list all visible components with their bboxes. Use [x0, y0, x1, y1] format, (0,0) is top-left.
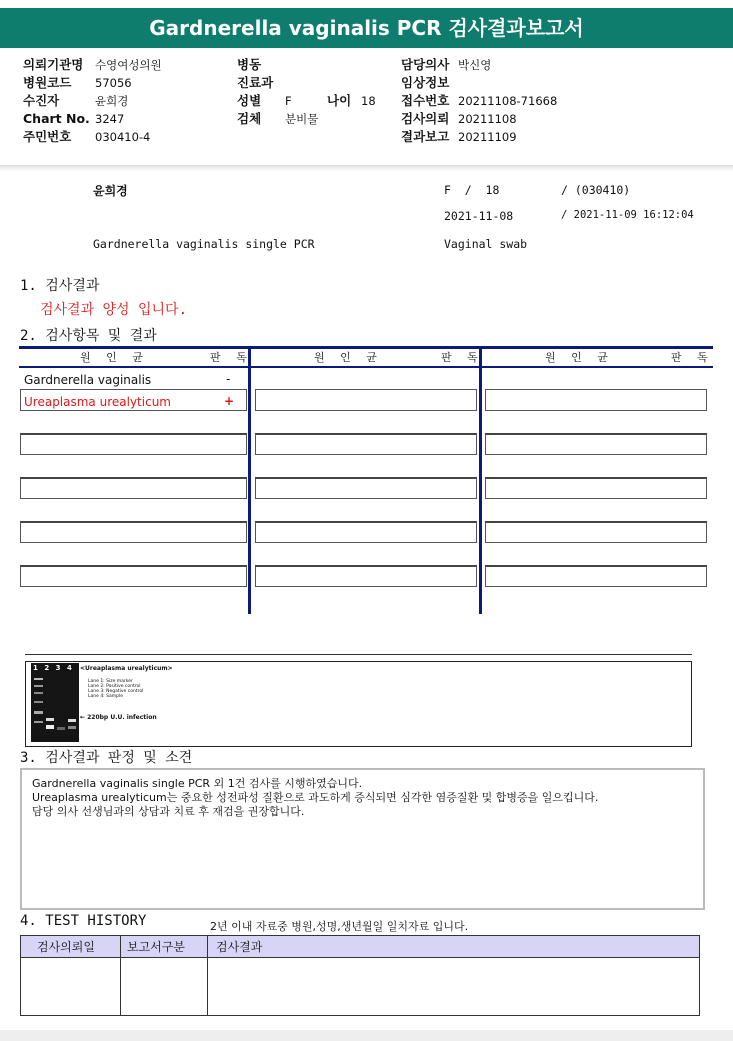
header-row [23, 56, 233, 74]
report-title: Gardnerella vaginalis PCR 검사결과보고서 [0, 8, 733, 48]
result-cell [255, 389, 477, 411]
age-value: 18 [361, 94, 376, 108]
header-value: 20211108-71668 [458, 94, 558, 108]
gel-legend-item: Lane 1: Size marker [88, 679, 133, 684]
header-row [23, 74, 233, 92]
results-grid-header-border [19, 366, 713, 368]
summary-report-datetime: / 2021-11-09 16:12:04 [561, 209, 694, 221]
age-label: 나이 [327, 93, 352, 108]
result-positive-text: 검사결과 양성 입니다. [40, 302, 188, 318]
result-cell [485, 477, 707, 499]
gel-lane-number: 3 [55, 664, 61, 672]
col-header-organism: 원 인 균 [80, 351, 149, 364]
header-row [401, 74, 701, 92]
header-row [23, 92, 233, 110]
col-header-organism: 원 인 균 [545, 351, 614, 364]
history-note: 2년 이내 자료중 병원,성명,생년월일 일치자료 입니다. [210, 920, 469, 933]
header-label: 병동 [237, 57, 262, 72]
header-row [23, 110, 233, 128]
header-value: 수영여성의원 [95, 58, 162, 72]
result-cell [20, 565, 247, 587]
section2-title: 2. 검사항목 및 결과 [20, 328, 157, 344]
header-label: 진료과 [237, 75, 274, 90]
results-grid-divider [479, 346, 482, 614]
gel-top-line [25, 654, 692, 655]
header-row [23, 128, 233, 146]
result-cell [485, 521, 707, 543]
header-label: 수진자 [23, 93, 60, 108]
header-value: 20211108 [458, 112, 517, 126]
col-header-judgement: 판 독 [671, 351, 714, 364]
header-value: F [285, 94, 292, 108]
gel-legend-item: Lane 2: Positive control [88, 684, 141, 689]
header-label: 담당의사 [401, 57, 450, 72]
organism-name-positive: Ureaplasma urealyticum [24, 395, 171, 409]
header-row [401, 92, 701, 110]
result-cell [20, 477, 247, 499]
header-value: 20211109 [458, 130, 517, 144]
col-header-judgement: 판 독 [441, 351, 484, 364]
gel-bands-graphic [31, 663, 79, 742]
organism-name: Gardnerella vaginalis [24, 373, 152, 387]
header-label: 검사의뢰 [401, 111, 450, 126]
history-col-result: 검사결과 [216, 940, 263, 954]
opinion-line: Gardnerella vaginalis single PCR 외 1건 검사를 시행하였습니다. [32, 777, 363, 790]
result-cell [485, 389, 707, 411]
col-header-organism: 원 인 균 [314, 351, 383, 364]
header-row [401, 56, 701, 74]
gel-legend-item: Lane 4: Sample [88, 694, 123, 699]
header-col2 [237, 56, 397, 128]
gel-title: <Ureaplasma urealyticum> [80, 665, 173, 672]
organism-result-positive: + [224, 394, 235, 408]
summary-sex-age: F / 18 [444, 183, 500, 197]
header-value: 윤희경 [95, 94, 129, 108]
col-header-judgement: 판 독 [210, 351, 253, 364]
result-cell [485, 433, 707, 455]
header-row [401, 128, 701, 146]
history-col-divider [120, 936, 121, 1015]
results-grid-divider [248, 346, 251, 614]
header-value: 030410-4 [95, 130, 151, 144]
section1-title: 1. 검사결과 [20, 278, 100, 294]
header-label: 병원코드 [23, 75, 72, 90]
header-col3 [401, 56, 701, 146]
result-cell [20, 521, 247, 543]
gel-legend [88, 679, 143, 699]
header-label: 주민번호 [23, 129, 72, 144]
summary-test-name: Gardnerella vaginalis single PCR [93, 237, 315, 251]
page-bottom-band [0, 1030, 733, 1041]
gel-legend-item: Lane 3: Negative control [88, 689, 144, 694]
result-cell [485, 565, 707, 587]
summary-birth: / (030410) [561, 183, 631, 197]
header-row [237, 92, 397, 110]
header-label: Chart No. [23, 111, 90, 126]
summary-request-date: 2021-11-08 [444, 209, 514, 223]
header-label: 성별 [237, 93, 262, 108]
header-value: 57056 [95, 76, 132, 90]
header-col1 [23, 56, 233, 146]
header-label: 결과보고 [401, 129, 450, 144]
header-value: 분비물 [285, 112, 319, 126]
history-table-header [21, 936, 699, 958]
opinion-line: Ureaplasma urealyticum는 중요한 성전파성 질환으로 과도하게 증식되면 심각한 염증질환 및 합병증을 일으킵니다. [32, 791, 599, 804]
history-table [20, 935, 700, 1016]
section3-title: 3. 검사결과 판정 및 소견 [20, 750, 193, 766]
header-row [237, 74, 397, 92]
header-separator [0, 165, 733, 171]
gel-lane-number: 2 [44, 664, 50, 672]
header-label: 검체 [237, 111, 262, 126]
opinion-box [20, 768, 705, 910]
header-row [237, 110, 397, 128]
header-label: 의뢰기관명 [23, 57, 84, 72]
result-cell [255, 521, 477, 543]
history-col-request-date: 검사의뢰일 [37, 940, 95, 954]
gel-image [31, 663, 79, 742]
header-value: 3247 [95, 112, 125, 126]
organism-result: - [226, 372, 231, 386]
header-label: 접수번호 [401, 93, 450, 108]
summary-name: 윤희경 [93, 184, 128, 198]
opinion-line: 담당 의사 선생님과의 상담과 치료 후 재검을 권장합니다. [32, 805, 305, 818]
history-col-report-type: 보고서구분 [127, 940, 185, 954]
header-row [237, 56, 397, 74]
header-label: 임상정보 [401, 75, 450, 90]
header-row [401, 110, 701, 128]
gel-lane-number: 1 [33, 664, 38, 672]
result-cell [255, 565, 477, 587]
section4-title: 4. TEST HISTORY [20, 913, 147, 929]
history-col-divider [207, 936, 208, 1015]
gel-image-frame [25, 661, 692, 747]
result-cell [20, 433, 247, 455]
summary-specimen: Vaginal swab [444, 237, 528, 251]
gel-arrow-label: ← 220bp U.U. infection [80, 714, 157, 721]
result-cell [255, 477, 477, 499]
header-value: 박신영 [458, 58, 492, 72]
gel-lane-number: 4 [66, 664, 72, 672]
result-cell [255, 433, 477, 455]
gel-lane-numbers [33, 664, 72, 672]
